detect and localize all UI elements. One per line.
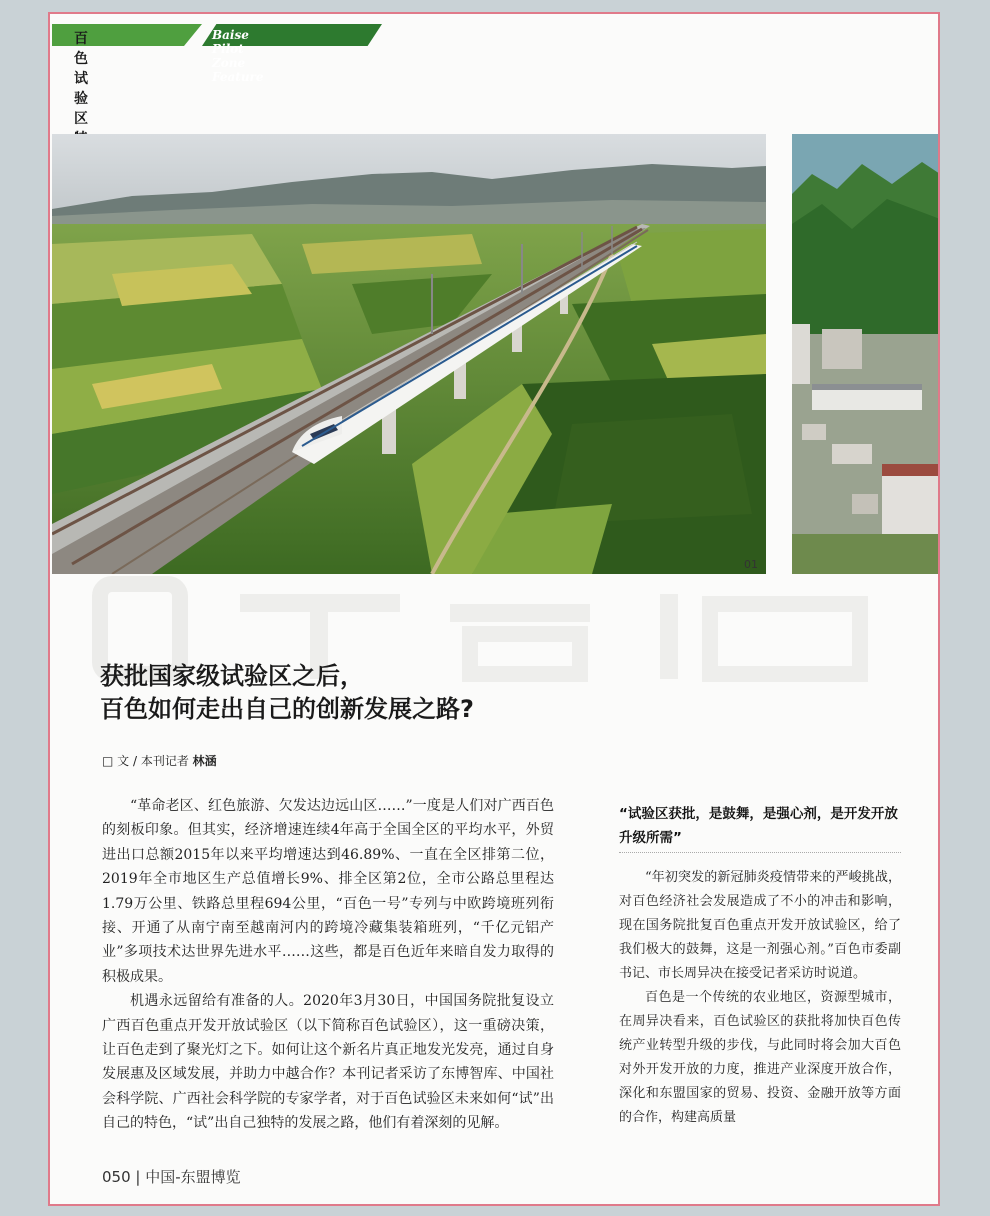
- byline: [102, 752, 217, 769]
- byline-author: 林涵: [192, 754, 217, 768]
- body-right-column: [619, 866, 901, 1130]
- pull-quote: “试验区获批，是鼓舞，是强心剂，是开发开放升级所需”: [619, 806, 898, 846]
- paragraph: “革命老区、红色旅游、欠发达边远山区……”一度是人们对广西百色的刻板印象。但其实，经济增速连续4年高于全国全区的平均水平，外贸进出口总额2015年以来平均增速达到46.89%、一直在全区排第二位，2019年全市地区生产总值增长9%、排全区第2位，全市公路总里程达1.79万公里、铁路总里程694公里，“百色一号”专列与中欧跨境班列衔接、开通了从南宁南至越南河内的跨境冷藏集装箱班列，“千亿元铝产业”多项技术达世界先进水平……这些，都是百色近年来暗自发力取得的积极成果。: [102, 798, 554, 985]
- title-line-1: 获批国家级试验区之后，: [100, 662, 364, 690]
- section-title-en: Baise Pilot Zone Feature: [212, 28, 264, 84]
- article-title: [100, 660, 474, 726]
- magazine-name: 中国-东盟博览: [145, 1168, 241, 1186]
- photo-number: 01: [744, 558, 758, 571]
- section-title-cn: 百色试验区: [74, 31, 89, 127]
- train-photo-illustration: [52, 134, 766, 574]
- paragraph: 百色是一个传统的农业地区，资源型城市，在周异决看来，百色试验区的获批将加快百色传统产业转型升级的步伐，与此同时将会加大百色对外开发开放的力度，推进产业深度开放合作，深化和东盟国家的贸易、投资、金融开放等方面的合作，构建高质量: [619, 990, 901, 1125]
- train-viaduct-photo: [52, 134, 766, 574]
- page-footer: [102, 1166, 241, 1187]
- magazine-page: [48, 12, 940, 1206]
- byline-prefix: □ 文 / 本刊记者: [102, 754, 189, 768]
- town-photo-illustration: [792, 134, 940, 574]
- paragraph: 机遇永远留给有准备的人。2020年3月30日，中国国务院批复设立广西百色重点开发开放试验区（以下简称百色试验区），这一重磅决策，让百色走到了聚光灯之下。如何让这个新名片真正地发光发亮，通过自身发展惠及区域发展，并助力中越合作？本刊记者采访了东博智库、中国社会科学院、广西社会科学院的专家学者，对于百色试验区未来如何“试”出自己的特色，“试”出自己独特的发展之路，他们有着深刻的见解。: [102, 993, 554, 1132]
- divider: [619, 852, 901, 853]
- body-left-column: [102, 794, 554, 1136]
- title-line-2: 百色如何走出自己的创新发展之路?: [100, 695, 474, 723]
- paragraph: “年初突发的新冠肺炎疫情带来的严峻挑战，对百色经济社会发展造成了不小的冲击和影响，现在国务院批复百色重点开发开放试验区，给了我们极大的鼓舞，这是一剂强心剂。”百色市委副书记、市长周异决在接受记者采访时说道。: [619, 870, 901, 981]
- footer-separator: |: [135, 1168, 146, 1186]
- town-valley-photo: [792, 134, 940, 574]
- page-number: 050: [102, 1168, 131, 1186]
